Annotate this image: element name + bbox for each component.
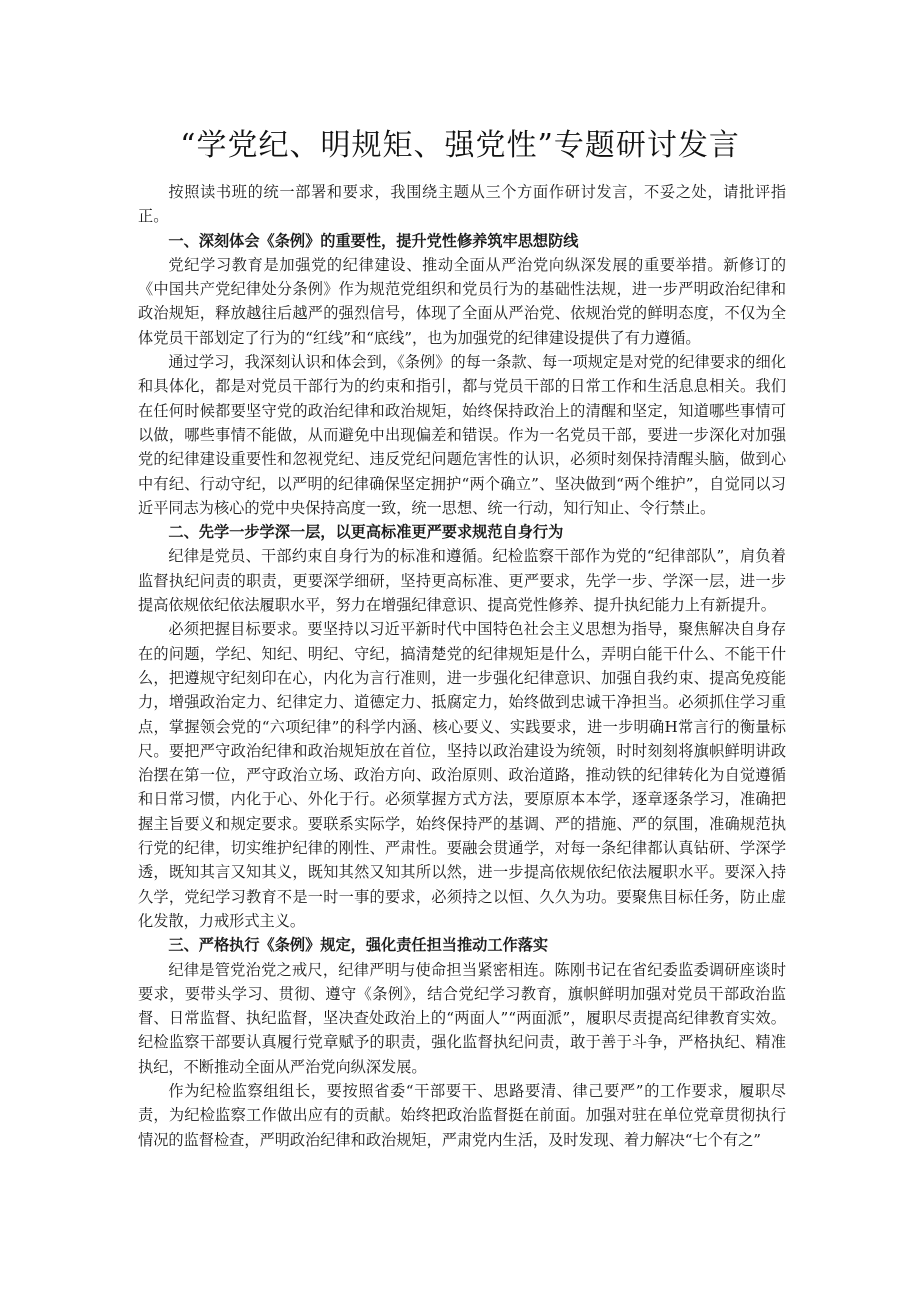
document-title: “学党纪、明规矩、强党性”专题研讨发言 [180,128,740,163]
paragraph: 作为纪检监察组组长，要按照省委“干部要干、思路要清、律己要严”的工作要求，履职尽责，为纪检监察工作做出应有的贡献。始终把政治监督挺在前面。加强对驻在单位党章贯彻执行情况的监督检查，严明政治纪律和政治规矩，严肃党内生活，及时发现、着力解决“七个有之” [138,1081,786,1149]
paragraph: 必须把握目标要求。要坚持以习近平新时代中国特色社会主义思想为指导，聚焦解决自身存在的问题，学纪、知纪、明纪、守纪，搞清楚党的纪律规矩是什么，弄明白能干什么、不能干什么，把遵规守纪刻印在心，内化为言行准则，进一步强化纪律意识、加强自我约束、提高免疫能力，增强政治定力、纪律定力、道德定力、抵腐定力，始终做到忠诚干净担当。必须抓住学习重点，掌握领会党的“六项纪律”的科学内涵、核心要义、实践要求，进一步明确H常言行的衡量标尺。要把严守政治纪律和政治规矩放在首位，坚持以政治建设为统领，时时刻刻将旗帜鲜明讲政治摆在第一位，严守政治立场、政治方向、政治原则、政治道路，推动铁的纪律转化为自觉遵循和日常习惯，内化于心、外化于行。必须掌握方式方法，要原原本本学，逐章逐条学习，准确把握主旨要义和规定要求。要联系实际学，始终保持严的基调、严的措施、严的氛围，准确规范执行党的纪律，切实维护纪律的刚性、严肃性。要融会贯通学，对每一条纪律都认真钻研、学深学透，既知其言又知其义，既知其然又知其所以然，进一步提高依规依纪依法履职水平。要深入持久学，党纪学习教育不是一时一事的要求，必须持之以恒、久久为功。要聚焦目标任务，防止虚化发散，力戒形式主义。 [138,620,786,930]
section-heading-3: 三、严格执行《条例》规定，强化责任担当推动工作落实 [168,936,549,955]
document-body [138,180,786,1152]
paragraph: 通过学习，我深刻认识和体会到，《条例》的每一条款、每一项规定是对党的纪律要求的细化和具体化，都是对党员干部行为的约束和指引，都与党员干部的日常工作和生活息息相关。我们在任何时候都要坚守党的政治纪律和政治规矩，始终保持政治上的清醒和坚定，知道哪些事情可以做，哪些事情不能做，从而避免中出现偏差和错误。作为一名党员干部，要进一步深化对加强党的纪律建设重要性和忽视党纪、违反党纪问题危害性的认识，必须时刻保持清醒头脑，做到心中有纪、行动守纪，以严明的纪律确保坚定拥护“两个确立”、坚决做到“两个维护”，自觉同以习近平同志为核心的党中央保持高度一致，统一思想、统一行动，知行知止、令行禁止。 [138,353,786,517]
paragraph: 纪律是管党治党之戒尺，纪律严明与使命担当紧密相连。陈刚书记在省纪委监委调研座谈时要求，要带头学习、贯彻、遵守《条例》，结合党纪学习教育，旗帜鲜明加强对党员干部政治监督、日常监督、执纪监督，坚决查处政治上的“两面人”“两面派”，履职尽责提高纪律教育实效。纪检监察干部要认真履行党章赋予的职责，强化监督执纪问责，敢于善于斗争，严格执纪、精准执纪，不断推动全面从严治党向纵深发展。 [138,960,786,1076]
paragraph: 党纪学习教育是加强党的纪律建设、推动全面从严治党向纵深发展的重要举措。新修订的《中国共产党纪律处分条例》作为规范党组织和党员行为的基础性法规，进一步严明政治纪律和政治规矩，释放越往后越严的强烈信号，体现了全面从严治党、依规治党的鲜明态度，不仅为全体党员干部划定了行为的“红线”和“底线”，也为加强党的纪律建设提供了有力遵循。 [138,255,786,347]
section-heading-1: 一、深刻体会《条例》的重要性，提升党性修养筑牢思想防线 [168,231,579,250]
paragraph: 纪律是党员、干部约束自身行为的标准和遵循。纪检监察干部作为党的“纪律部队”，肩负着监督执纪问责的职责，更要深学细研，坚持更高标准、更严要求，先学一步、学深一层，进一步提高依规依纪依法履职水平，努力在增强纪律意识、提高党性修养、提升执纪能力上有新提升。 [138,547,786,615]
section-heading-2: 二、先学一步学深一层，以更高标准更严要求规范自身行为 [168,523,564,542]
intro-paragraph: 按照读书班的统一部署和要求，我围绕主题从三个方面作研讨发言，不妥之处，请批评指正。 [138,183,786,226]
